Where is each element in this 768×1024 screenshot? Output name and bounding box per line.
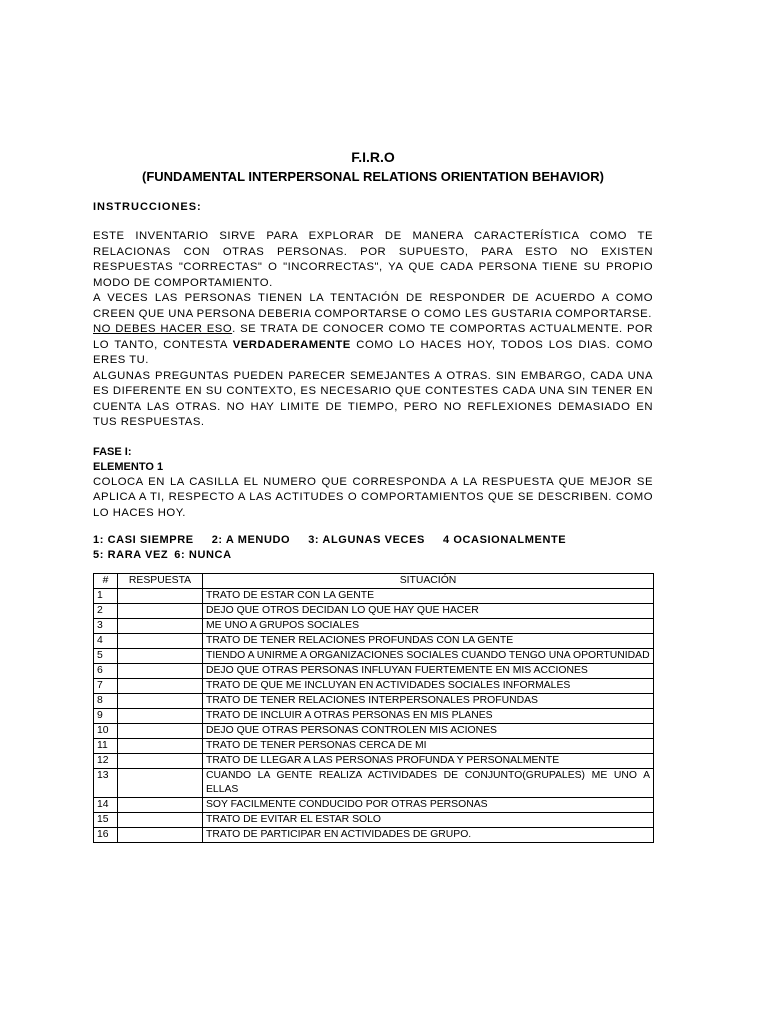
row-number: 8: [94, 694, 118, 709]
row-number: 13: [94, 769, 118, 798]
phase-heading: [93, 445, 653, 475]
table-header-row: [94, 574, 654, 589]
response-cell[interactable]: [118, 589, 203, 604]
table-row: [94, 664, 654, 679]
row-number: 15: [94, 813, 118, 828]
situation-text: TRATO DE ESTAR CON LA GENTE: [203, 589, 654, 604]
response-cell[interactable]: [118, 664, 203, 679]
warning-text: NO DEBES HACER ESO: [93, 323, 233, 335]
scale-option-5: 5: RARA VEZ: [93, 549, 169, 561]
table-row: [94, 589, 654, 604]
table-body: [94, 589, 654, 843]
row-number: 14: [94, 798, 118, 813]
row-number: 6: [94, 664, 118, 679]
instructions-body: [93, 229, 653, 431]
situation-text: TRATO DE LLEGAR A LAS PERSONAS PROFUNDA Y PERSONALMENTE: [203, 754, 654, 769]
situation-text: CUANDO LA GENTE REALIZA ACTIVIDADES DE CONJUNTO(GRUPALES) ME UNO A ELLAS: [203, 769, 654, 798]
response-cell[interactable]: [118, 694, 203, 709]
response-cell[interactable]: [118, 649, 203, 664]
situation-text: TRATO DE INCLUIR A OTRAS PERSONAS EN MIS PLANES: [203, 709, 654, 724]
table-row: [94, 634, 654, 649]
instructions-paragraph-1: ESTE INVENTARIO SIRVE PARA EXPLORAR DE MANERA CARACTERÍSTICA COMO TE RELACIONAS CON OTRAS PERSONAS. POR SUPUESTO, PARA ESTO NO EXISTEN RESPUESTAS "CORRECTAS" O "INCORRECTAS", YA QUE CADA PERSONA TIENE SU PROPIO MODO DE COMPORTAMIENTO.: [93, 230, 653, 289]
row-number: 11: [94, 739, 118, 754]
table-row: [94, 828, 654, 843]
instructions-paragraph-3: [93, 322, 653, 369]
situation-text: DEJO QUE OTRAS PERSONAS INFLUYAN FUERTEMENTE EN MIS ACCIONES: [203, 664, 654, 679]
response-cell[interactable]: [118, 679, 203, 694]
response-cell[interactable]: [118, 754, 203, 769]
table-row: [94, 813, 654, 828]
response-scale: [93, 533, 653, 563]
table-row: [94, 798, 654, 813]
row-number: 5: [94, 649, 118, 664]
response-cell[interactable]: [118, 739, 203, 754]
paragraph-3-middle: . SE TRATA DE CONOCER COMO TE COMPORTAS ACTUALMENTE. POR LO TANTO, CONTESTA: [93, 323, 653, 351]
situation-text: TRATO DE EVITAR EL ESTAR SOLO: [203, 813, 654, 828]
row-number: 4: [94, 634, 118, 649]
row-number: 16: [94, 828, 118, 843]
row-number: 3: [94, 619, 118, 634]
column-header-number: #: [94, 574, 118, 589]
situation-text: DEJO QUE OTROS DECIDAN LO QUE HAY QUE HACER: [203, 604, 654, 619]
row-number: 1: [94, 589, 118, 604]
emphasis-text: VERDADERAMENTE: [232, 338, 351, 351]
situations-table: [93, 573, 654, 843]
scale-option-2: 2: A MENUDO: [211, 534, 291, 546]
table-row: [94, 724, 654, 739]
column-header-situation: SITUACIÓN: [203, 574, 654, 589]
response-cell[interactable]: [118, 769, 203, 798]
table-row: [94, 619, 654, 634]
table-row: [94, 649, 654, 664]
situation-text: TRATO DE PARTICIPAR EN ACTIVIDADES DE GRUPO.: [203, 828, 654, 843]
table-row: [94, 679, 654, 694]
instructions-paragraph-4: ALGUNAS PREGUNTAS PUEDEN PARECER SEMEJANTES A OTRAS. SIN EMBARGO, CADA UNA ES DIFERENTE EN SU CONTEXTO, ES NECESARIO QUE CONTESTES CADA UNA SIN TENER EN CUENTA LAS OTRAS. NO HAY LIMITE DE TIEMPO, PERO NO REFLEXIONES DEMASIADO EN TUS RESPUESTAS.: [93, 369, 653, 428]
situation-text: DEJO QUE OTRAS PERSONAS CONTROLEN MIS ACIONES: [203, 724, 654, 739]
document-page: [93, 148, 653, 843]
situation-text: TRATO DE QUE ME INCLUYAN EN ACTIVIDADES SOCIALES INFORMALES: [203, 679, 654, 694]
paragraph-3-end: COMO LO HACES HOY, TODOS LOS DIAS. COMO ERES TU.: [93, 338, 653, 366]
situation-text: TRATO DE TENER RELACIONES INTERPERSONALES PROFUNDAS: [203, 694, 654, 709]
document-subtitle: (FUNDAMENTAL INTERPERSONAL RELATIONS ORIENTATION BEHAVIOR): [142, 169, 604, 184]
phase-label: FASE I:: [93, 445, 132, 458]
element-instructions: COLOCA EN LA CASILLA EL NUMERO QUE CORRESPONDA A LA RESPUESTA QUE MEJOR SE APLICA A TI, RESPECTO A LAS ACTITUDES O COMPORTAMIENTOS QUE SE DESCRIBEN. COMO LO HACES HOY.: [93, 475, 653, 519]
response-cell[interactable]: [118, 604, 203, 619]
response-cell[interactable]: [118, 709, 203, 724]
column-header-response: RESPUESTA: [118, 574, 203, 589]
response-cell[interactable]: [118, 634, 203, 649]
situation-text: SOY FACILMENTE CONDUCIDO POR OTRAS PERSONAS: [203, 798, 654, 813]
scale-option-3: 3: ALGUNAS VECES: [308, 534, 425, 546]
row-number: 9: [94, 709, 118, 724]
table-row: [94, 769, 654, 798]
response-cell[interactable]: [118, 724, 203, 739]
response-cell[interactable]: [118, 828, 203, 843]
response-cell[interactable]: [118, 798, 203, 813]
row-number: 2: [94, 604, 118, 619]
table-row: [94, 739, 654, 754]
situation-text: TIENDO A UNIRME A ORGANIZACIONES SOCIALES CUANDO TENGO UNA OPORTUNIDAD: [203, 649, 654, 664]
table-row: [94, 709, 654, 724]
scale-option-6: 6: NUNCA: [174, 549, 232, 561]
response-cell[interactable]: [118, 619, 203, 634]
instructions-paragraph-2: A VECES LAS PERSONAS TIENEN LA TENTACIÓN DE RESPONDER DE ACUERDO A COMO CREEN QUE UNA PERSONA DEBERIA COMPORTARSE O COMO LES GUSTARIA COMPORTARSE.: [93, 292, 653, 320]
table-row: [94, 604, 654, 619]
situation-text: ME UNO A GRUPOS SOCIALES: [203, 619, 654, 634]
row-number: 12: [94, 754, 118, 769]
scale-option-1: 1: CASI SIEMPRE: [93, 534, 194, 546]
element-label: ELEMENTO 1: [93, 460, 164, 473]
table-row: [94, 694, 654, 709]
table-row: [94, 754, 654, 769]
document-title: F.I.R.O: [351, 149, 395, 165]
scale-option-4: 4 OCASIONALMENTE: [442, 534, 567, 546]
situation-text: TRATO DE TENER PERSONAS CERCA DE MI: [203, 739, 654, 754]
response-cell[interactable]: [118, 813, 203, 828]
situation-text: TRATO DE TENER RELACIONES PROFUNDAS CON LA GENTE: [203, 634, 654, 649]
instructions-heading: INSTRUCCIONES:: [93, 201, 202, 213]
row-number: 10: [94, 724, 118, 739]
row-number: 7: [94, 679, 118, 694]
